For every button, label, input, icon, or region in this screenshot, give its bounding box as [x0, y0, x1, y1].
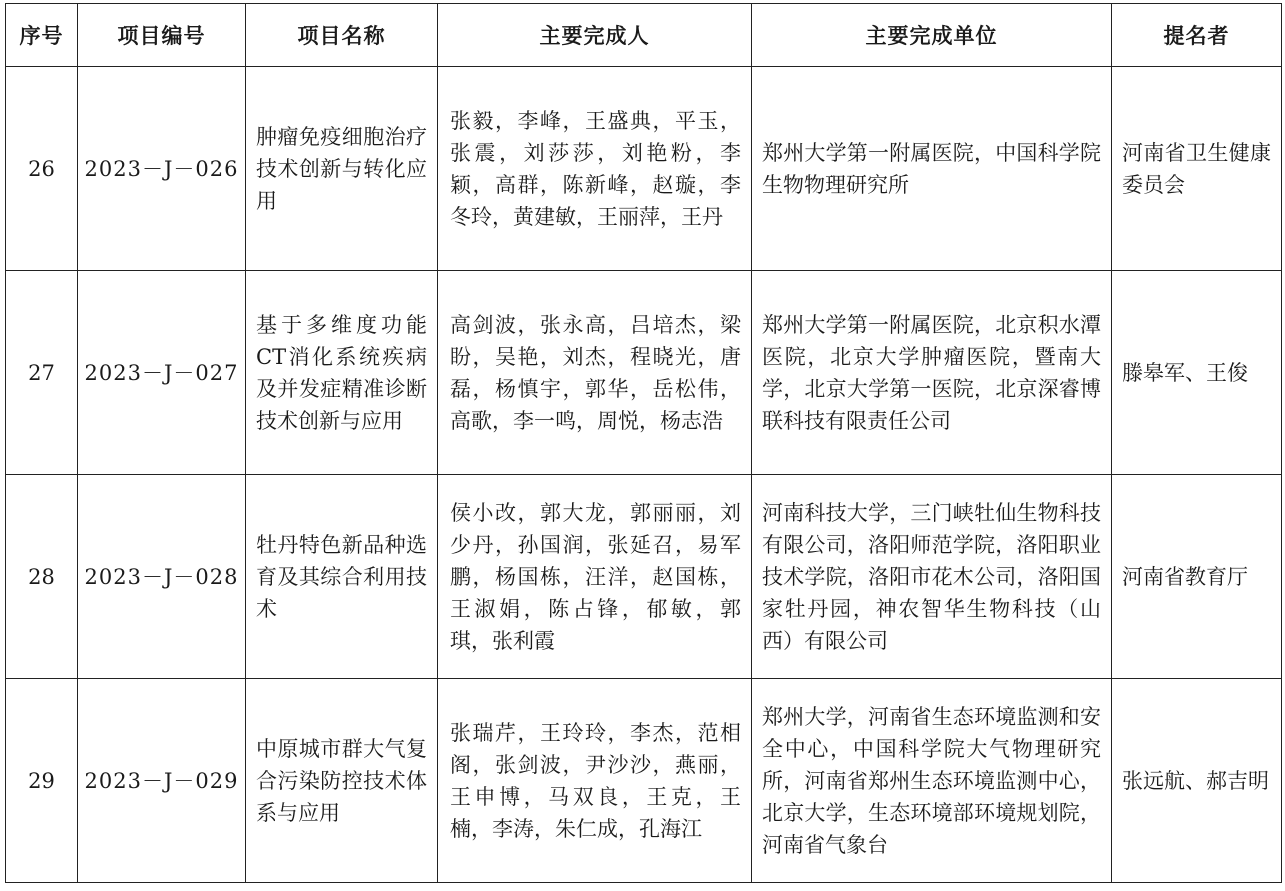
- cell-nominator: 滕皋军、王俊: [1112, 271, 1282, 475]
- cell-main-contributors: 侯小改，郭大龙，郭丽丽，刘少丹，孙国润，张延召，易军鹏，杨国栋，汪洋，赵国栋，王淑娟，陈占锋，郁敏，郭琪，张利霞: [438, 475, 752, 679]
- header-nominator: 提名者: [1112, 4, 1282, 67]
- cell-index: 26: [6, 67, 78, 271]
- cell-project-code: 2023－J－026: [78, 67, 246, 271]
- header-main-units: 主要完成单位: [752, 4, 1112, 67]
- cell-main-units: 郑州大学第一附属医院，北京积水潭医院，北京大学肿瘤医院，暨南大学，北京大学第一医院，北京深睿博联科技有限责任公司: [752, 271, 1112, 475]
- cell-main-units: 郑州大学第一附属医院，中国科学院生物物理研究所: [752, 67, 1112, 271]
- table-row: [6, 67, 1282, 271]
- cell-index: 28: [6, 475, 78, 679]
- cell-main-contributors: 高剑波，张永高，吕培杰，梁盼，吴艳，刘杰，程晓光，唐磊，杨慎宇，郭华，岳松伟，高歌，李一鸣，周悦，杨志浩: [438, 271, 752, 475]
- cell-index: 27: [6, 271, 78, 475]
- cell-project-code: 2023－J－029: [78, 679, 246, 883]
- cell-project-name: 中原城市群大气复合污染防控技术体系与应用: [246, 679, 438, 883]
- table-row: [6, 271, 1282, 475]
- table-header-row: [6, 4, 1282, 67]
- cell-nominator: 河南省教育厅: [1112, 475, 1282, 679]
- cell-nominator: 河南省卫生健康委员会: [1112, 67, 1282, 271]
- cell-project-name: 牡丹特色新品种选育及其综合利用技术: [246, 475, 438, 679]
- cell-project-code: 2023－J－027: [78, 271, 246, 475]
- table-row: [6, 679, 1282, 883]
- cell-project-name: 基于多维度功能CT消化系统疾病及并发症精准诊断技术创新与应用: [246, 271, 438, 475]
- header-main-contributors: 主要完成人: [438, 4, 752, 67]
- cell-project-name: 肿瘤免疫细胞治疗技术创新与转化应用: [246, 67, 438, 271]
- cell-main-units: 郑州大学，河南省生态环境监测和安全中心，中国科学院大气物理研究所，河南省郑州生态环境监测中心，北京大学，生态环境部环境规划院，河南省气象台: [752, 679, 1112, 883]
- header-project-code: 项目编号: [78, 4, 246, 67]
- award-projects-table: [5, 3, 1282, 883]
- header-index: 序号: [6, 4, 78, 67]
- table-row: [6, 475, 1282, 679]
- cell-main-contributors: 张毅，李峰，王盛典，平玉，张震，刘莎莎，刘艳粉，李颖，高群，陈新峰，赵璇，李冬玲，黄建敏，王丽萍，王丹: [438, 67, 752, 271]
- header-project-name: 项目名称: [246, 4, 438, 67]
- cell-index: 29: [6, 679, 78, 883]
- cell-main-units: 河南科技大学，三门峡牡仙生物科技有限公司，洛阳师范学院，洛阳职业技术学院，洛阳市花木公司，洛阳国家牡丹园，神农智华生物科技（山西）有限公司: [752, 475, 1112, 679]
- cell-project-code: 2023－J－028: [78, 475, 246, 679]
- cell-nominator: 张远航、郝吉明: [1112, 679, 1282, 883]
- cell-main-contributors: 张瑞芹，王玲玲，李杰，范相阁，张剑波，尹沙沙，燕丽，王申博，马双良，王克，王楠，李涛，朱仁成，孔海江: [438, 679, 752, 883]
